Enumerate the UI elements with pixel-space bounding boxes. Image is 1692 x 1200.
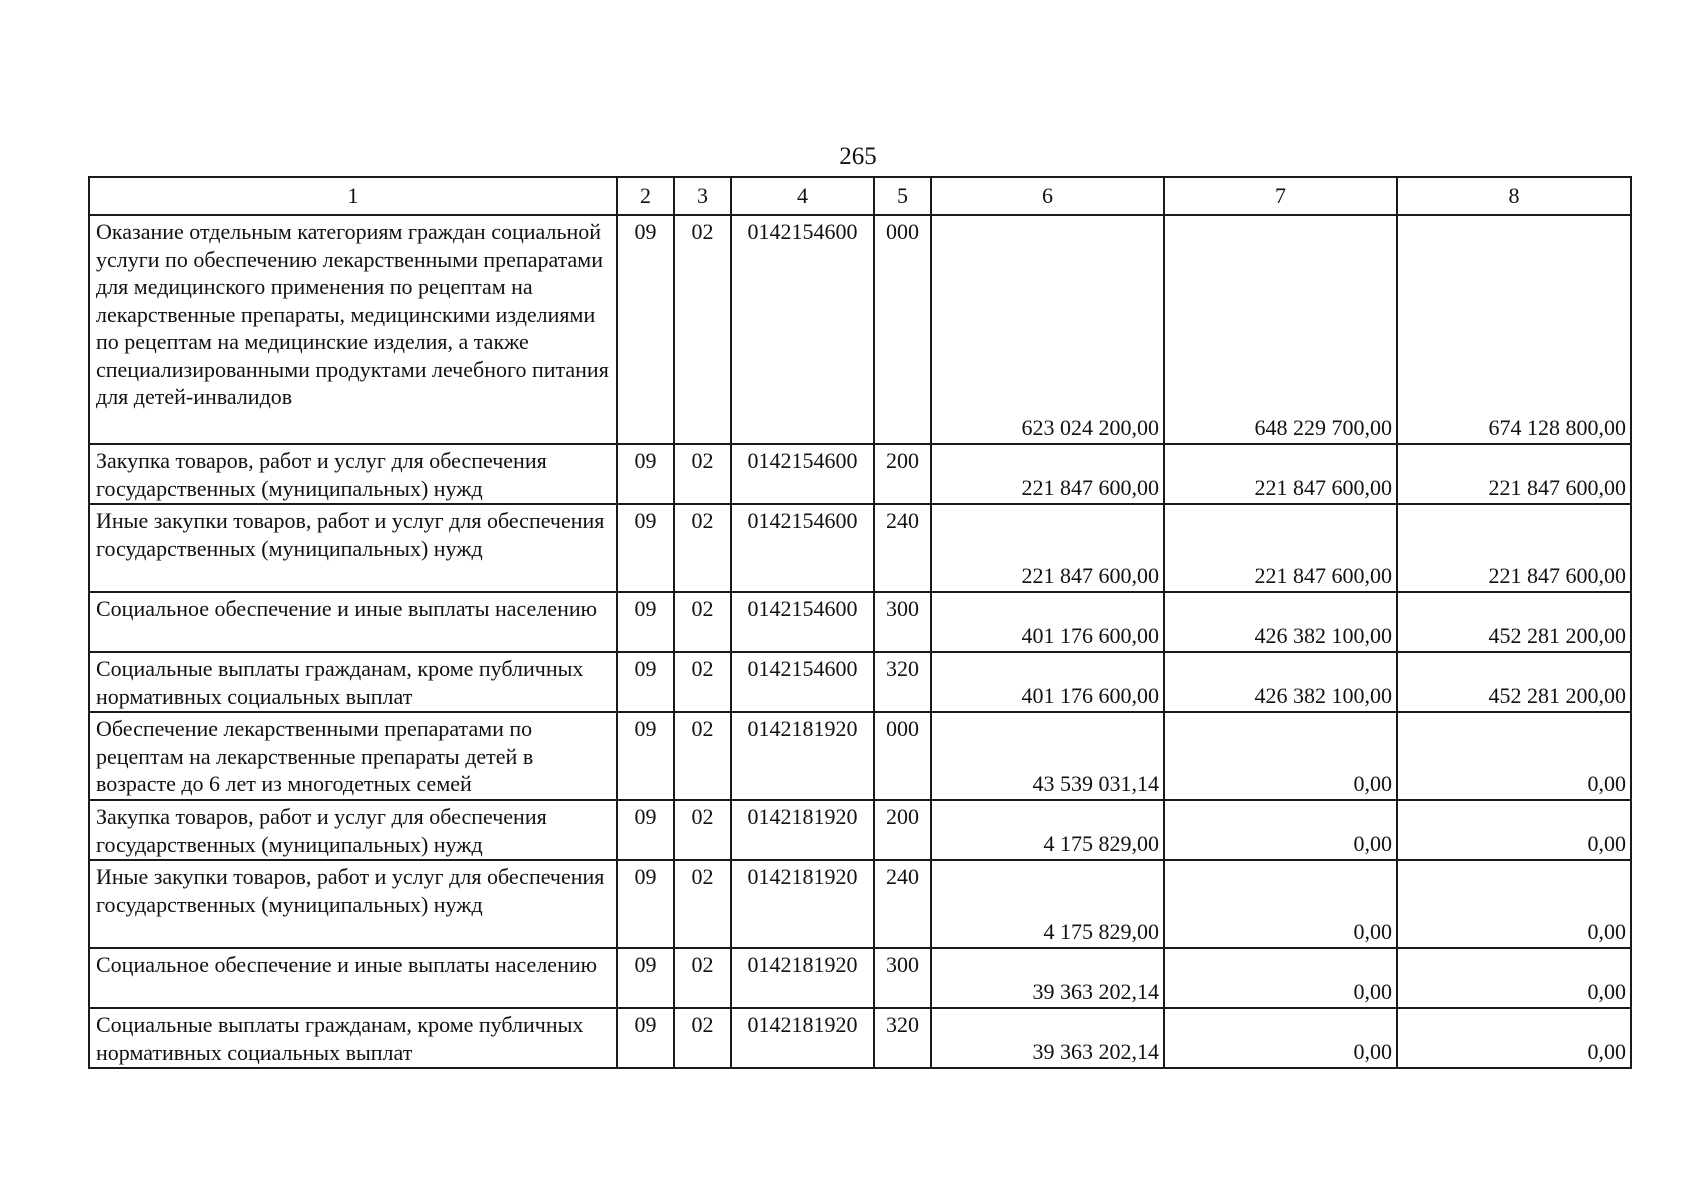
row-name-cell: Иные закупки товаров, работ и услуг для обеспечения государственных (муниципальных) нужд: [89, 860, 617, 948]
subsection-code-cell: 02: [674, 652, 731, 712]
column-header-3: 3: [674, 177, 731, 215]
table-body: [89, 215, 1631, 1068]
amount-col8-cell: 221 847 600,00: [1397, 444, 1631, 504]
column-header-2: 2: [617, 177, 674, 215]
column-header-1: 1: [89, 177, 617, 215]
amount-col6-cell: 43 539 031,14: [931, 712, 1164, 800]
subsection-code-cell: 02: [674, 1008, 731, 1068]
table-header-row: [89, 177, 1631, 215]
target-article-cell: 0142154600: [731, 592, 874, 652]
target-article-cell: 0142154600: [731, 652, 874, 712]
row-name-cell: Социальные выплаты гражданам, кроме публичных нормативных социальных выплат: [89, 1008, 617, 1068]
row-name-cell: Социальные выплаты гражданам, кроме публичных нормативных социальных выплат: [89, 652, 617, 712]
table-row: [89, 652, 1631, 712]
amount-col6-cell: 4 175 829,00: [931, 860, 1164, 948]
table-row: [89, 444, 1631, 504]
row-name-cell: Социальное обеспечение и иные выплаты населению: [89, 948, 617, 1008]
row-name-cell: Иные закупки товаров, работ и услуг для обеспечения государственных (муниципальных) нужд: [89, 504, 617, 592]
subsection-code-cell: 02: [674, 860, 731, 948]
amount-col6-cell: 221 847 600,00: [931, 444, 1164, 504]
amount-col7-cell: 0,00: [1164, 860, 1397, 948]
table-row: [89, 860, 1631, 948]
table-row: [89, 800, 1631, 860]
target-article-cell: 0142154600: [731, 215, 874, 444]
subsection-code-cell: 02: [674, 712, 731, 800]
table-row: [89, 215, 1631, 444]
amount-col7-cell: 0,00: [1164, 712, 1397, 800]
amount-col8-cell: 0,00: [1397, 712, 1631, 800]
table-row: [89, 948, 1631, 1008]
table-row: [89, 712, 1631, 800]
section-code-cell: 09: [617, 860, 674, 948]
column-header-4: 4: [731, 177, 874, 215]
table-row: [89, 1008, 1631, 1068]
section-code-cell: 09: [617, 504, 674, 592]
amount-col8-cell: 0,00: [1397, 800, 1631, 860]
subsection-code-cell: 02: [674, 504, 731, 592]
amount-col6-cell: 39 363 202,14: [931, 948, 1164, 1008]
section-code-cell: 09: [617, 592, 674, 652]
target-article-cell: 0142181920: [731, 712, 874, 800]
amount-col8-cell: 674 128 800,00: [1397, 215, 1631, 444]
section-code-cell: 09: [617, 712, 674, 800]
amount-col6-cell: 39 363 202,14: [931, 1008, 1164, 1068]
subsection-code-cell: 02: [674, 800, 731, 860]
section-code-cell: 09: [617, 444, 674, 504]
target-article-cell: 0142154600: [731, 504, 874, 592]
expense-type-cell: 200: [874, 800, 931, 860]
column-header-5: 5: [874, 177, 931, 215]
expense-type-cell: 320: [874, 1008, 931, 1068]
column-header-7: 7: [1164, 177, 1397, 215]
subsection-code-cell: 02: [674, 215, 731, 444]
expense-type-cell: 000: [874, 215, 931, 444]
expense-type-cell: 200: [874, 444, 931, 504]
amount-col8-cell: 221 847 600,00: [1397, 504, 1631, 592]
subsection-code-cell: 02: [674, 592, 731, 652]
subsection-code-cell: 02: [674, 948, 731, 1008]
section-code-cell: 09: [617, 948, 674, 1008]
expense-type-cell: 000: [874, 712, 931, 800]
budget-table: [88, 176, 1632, 1069]
amount-col8-cell: 452 281 200,00: [1397, 652, 1631, 712]
amount-col8-cell: 0,00: [1397, 1008, 1631, 1068]
amount-col6-cell: 623 024 200,00: [931, 215, 1164, 444]
table-row: [89, 592, 1631, 652]
amount-col6-cell: 4 175 829,00: [931, 800, 1164, 860]
target-article-cell: 0142181920: [731, 948, 874, 1008]
amount-col7-cell: 0,00: [1164, 1008, 1397, 1068]
page-number: 265: [839, 143, 877, 170]
amount-col6-cell: 401 176 600,00: [931, 592, 1164, 652]
amount-col7-cell: 221 847 600,00: [1164, 504, 1397, 592]
expense-type-cell: 240: [874, 504, 931, 592]
expense-type-cell: 300: [874, 948, 931, 1008]
amount-col8-cell: 0,00: [1397, 860, 1631, 948]
column-header-8: 8: [1397, 177, 1631, 215]
subsection-code-cell: 02: [674, 444, 731, 504]
row-name-cell: Обеспечение лекарственными препаратами по рецептам на лекарственные препараты детей в возрасте до 6 лет из многодетных семей: [89, 712, 617, 800]
expense-type-cell: 320: [874, 652, 931, 712]
amount-col8-cell: 0,00: [1397, 948, 1631, 1008]
section-code-cell: 09: [617, 1008, 674, 1068]
column-header-6: 6: [931, 177, 1164, 215]
expense-type-cell: 240: [874, 860, 931, 948]
section-code-cell: 09: [617, 215, 674, 444]
expense-type-cell: 300: [874, 592, 931, 652]
row-name-cell: Социальное обеспечение и иные выплаты населению: [89, 592, 617, 652]
section-code-cell: 09: [617, 800, 674, 860]
amount-col7-cell: 0,00: [1164, 948, 1397, 1008]
amount-col6-cell: 401 176 600,00: [931, 652, 1164, 712]
target-article-cell: 0142154600: [731, 444, 874, 504]
target-article-cell: 0142181920: [731, 860, 874, 948]
amount-col7-cell: 426 382 100,00: [1164, 652, 1397, 712]
amount-col7-cell: 648 229 700,00: [1164, 215, 1397, 444]
amount-col7-cell: 426 382 100,00: [1164, 592, 1397, 652]
row-name-cell: Закупка товаров, работ и услуг для обеспечения государственных (муниципальных) нужд: [89, 444, 617, 504]
section-code-cell: 09: [617, 652, 674, 712]
target-article-cell: 0142181920: [731, 1008, 874, 1068]
row-name-cell: Закупка товаров, работ и услуг для обеспечения государственных (муниципальных) нужд: [89, 800, 617, 860]
target-article-cell: 0142181920: [731, 800, 874, 860]
table-row: [89, 504, 1631, 592]
amount-col7-cell: 0,00: [1164, 800, 1397, 860]
amount-col6-cell: 221 847 600,00: [931, 504, 1164, 592]
row-name-cell: Оказание отдельным категориям граждан социальной услуги по обеспечению лекарственными препаратами для медицинского применения по рецептам на лекарственные препараты, медицинскими изделиями по рецептам на медицинские изделия, а также специализированными продуктами лечебного питания для детей-инвалидов: [89, 215, 617, 444]
amount-col8-cell: 452 281 200,00: [1397, 592, 1631, 652]
amount-col7-cell: 221 847 600,00: [1164, 444, 1397, 504]
